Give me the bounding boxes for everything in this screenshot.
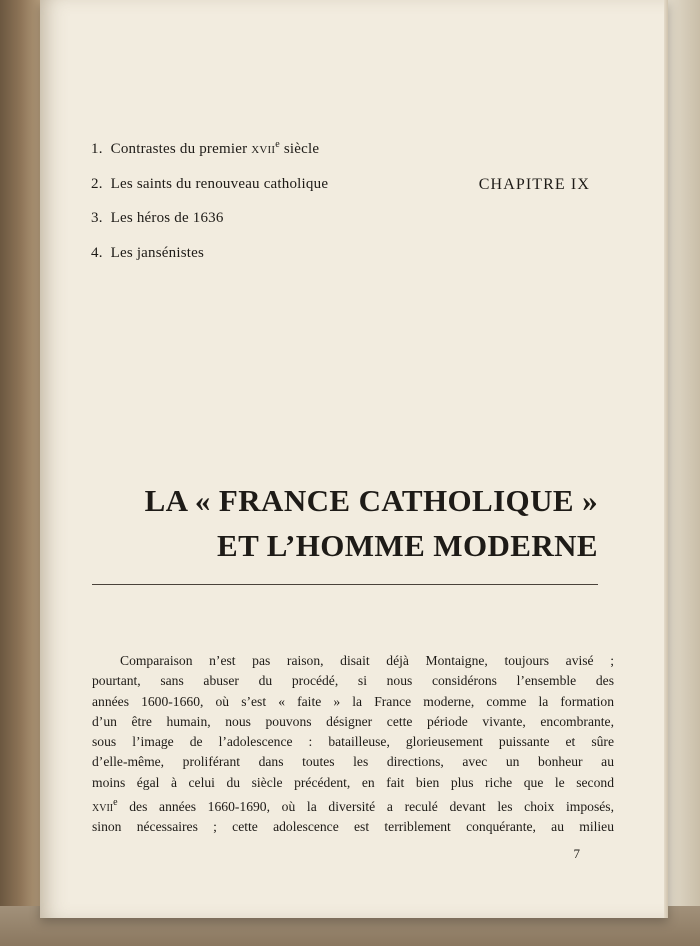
toc-item bbox=[91, 167, 328, 202]
text-line-rest: des années 1660-1690, où la diversité a reculé devant les choix imposés, bbox=[117, 799, 614, 815]
superscript: e bbox=[275, 139, 280, 150]
toc-item-text: Les jansénistes bbox=[110, 244, 205, 261]
chapter-title-line-2: ET L’HOMME MODERNE bbox=[217, 528, 598, 563]
title-divider bbox=[92, 584, 598, 585]
toc-item-text: siècle bbox=[279, 141, 320, 157]
book-page bbox=[40, 0, 668, 918]
superscript: e bbox=[113, 797, 118, 809]
toc-item-number: 1. bbox=[91, 141, 103, 157]
toc-item bbox=[91, 201, 328, 236]
text-line: sinon nécessaires ; cette adolescence est terriblement conquérante, au milieu bbox=[92, 819, 614, 835]
page-edge bbox=[664, 0, 668, 918]
text-line: d’un être humain, nous pouvons désigner cette période vivante, encombrante, bbox=[92, 713, 614, 729]
toc-item-text: Contrastes du premier bbox=[110, 141, 252, 157]
text-line: sous l’image de l’adolescence : batailleuse, glorieusement puissante et sûre bbox=[92, 734, 614, 750]
toc-item-text: Les saints du renouveau catholique bbox=[110, 175, 329, 192]
chapter-contents-list bbox=[91, 128, 328, 270]
page-number: 7 bbox=[573, 846, 580, 861]
chapter-title-line-1: LA « FRANCE CATHOLIQUE » bbox=[144, 483, 598, 518]
text-line: moins égal à celui du siècle précédent, en fait bien plus riche que le second bbox=[92, 774, 614, 790]
toc-item bbox=[91, 236, 328, 271]
chapter-label: CHAPITRE IX bbox=[478, 176, 590, 193]
century-numeral: xvii bbox=[92, 799, 114, 815]
text-line: Comparaison n’est pas raison, disait déjà Montaigne, toujours avisé ; bbox=[120, 653, 614, 668]
chapter-title bbox=[145, 478, 598, 568]
text-line: années 1600-1660, où s’est « faite » la France moderne, comme la formation bbox=[92, 693, 614, 709]
toc-item-number: 4. bbox=[91, 244, 103, 261]
toc-item bbox=[91, 128, 328, 167]
body-paragraph bbox=[92, 651, 614, 838]
century-numeral: xvii bbox=[251, 141, 276, 157]
toc-item-text: Les héros de 1636 bbox=[110, 210, 224, 226]
text-line bbox=[92, 793, 614, 817]
toc-item-number: 2. bbox=[91, 175, 103, 192]
text-line: d’elle-même, proliférant dans toutes les directions, avec un bonheur au bbox=[92, 754, 614, 770]
toc-item-number: 3. bbox=[91, 210, 103, 226]
text-line: pourtant, sans abuser du procédé, si nous considérons l’ensemble des bbox=[92, 673, 614, 689]
